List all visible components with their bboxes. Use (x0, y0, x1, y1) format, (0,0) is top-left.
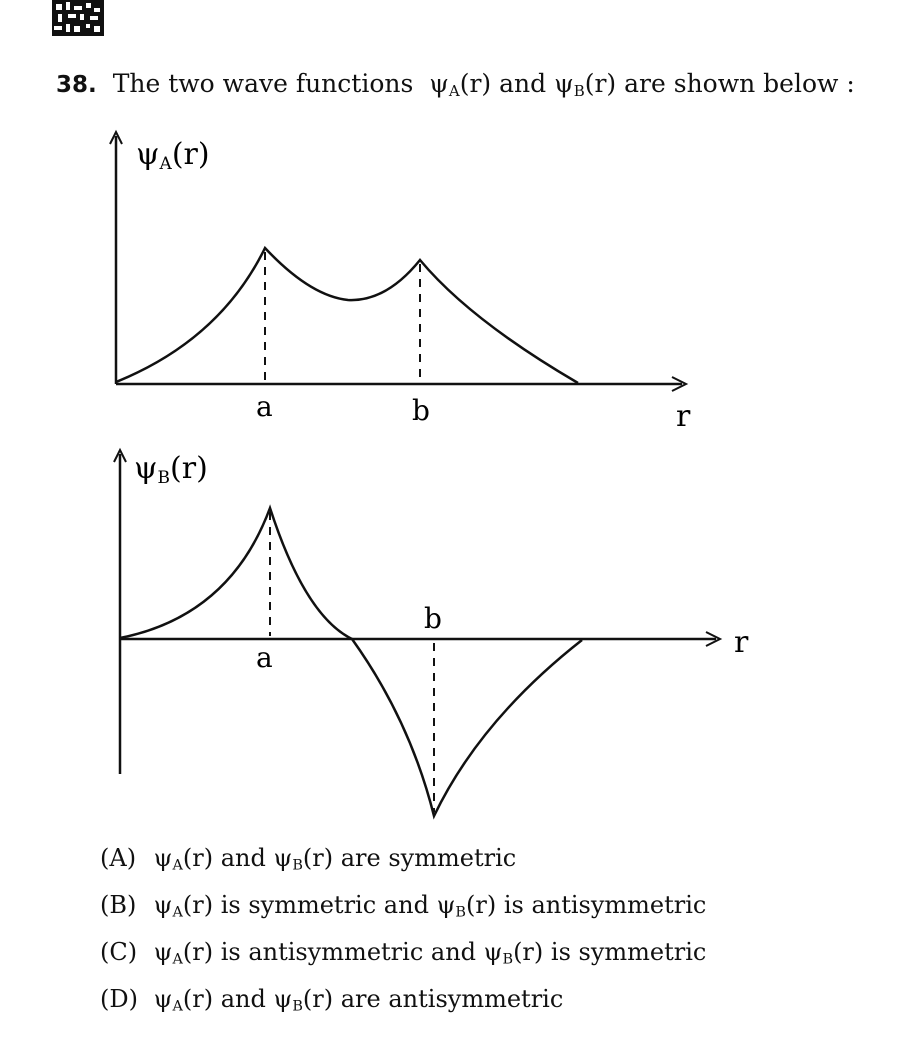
chart-a-ylabel-arg: (r) (171, 137, 210, 172)
psi-b-arg: (r) (584, 69, 617, 98)
option-b-psi-a: ψ (153, 891, 173, 919)
option-b-sub-a: A (172, 904, 183, 921)
option-d-mid: and (220, 985, 266, 1013)
psi-b-symbol: ψ (554, 69, 574, 98)
chart-b-ylabel-psi: ψ (134, 451, 158, 486)
option-a-arg-b: (r) (302, 844, 334, 872)
option-c-psi-a: ψ (153, 938, 173, 966)
chart-b-ylabel (134, 451, 208, 488)
option-d-arg-b: (r) (302, 985, 334, 1013)
option-b-arg-a: (r) (182, 891, 214, 919)
option-c-label: (C) (100, 938, 138, 966)
option-b-label: (B) (100, 891, 137, 919)
option-d-arg-a: (r) (182, 985, 214, 1013)
chart-b-ylabel-arg: (r) (170, 451, 208, 486)
question-text-after: are shown below : (624, 69, 855, 98)
chart-a-xlabel: r (676, 399, 691, 434)
chart-b-ylabel-sub: B (157, 468, 171, 488)
option-a-mid: and (220, 844, 266, 872)
option-a-sub-a: A (172, 857, 183, 874)
option-c-psi-b: ψ (483, 938, 503, 966)
option-c-mid: is antisymmetric and (220, 938, 477, 966)
chart-a-ylabel-psi: ψ (136, 137, 160, 172)
option-a-psi-a: ψ (153, 844, 173, 872)
option-a-end: are symmetric (340, 844, 517, 872)
option-d-end: are antisymmetric (340, 985, 564, 1013)
option-b[interactable] (100, 885, 880, 932)
chart-a-tick-a: a (256, 390, 273, 423)
question-stem (56, 66, 896, 109)
option-d-label: (D) (100, 985, 138, 1013)
option-c-arg-a: (r) (182, 938, 214, 966)
chart-a-ylabel-sub: A (159, 154, 172, 174)
option-c[interactable] (100, 932, 880, 979)
chart-psi-a (0, 120, 912, 444)
psi-b-subscript: B (573, 81, 585, 100)
psi-a-symbol: ψ (429, 69, 449, 98)
option-d-psi-b: ψ (273, 985, 293, 1013)
psi-a-arg: (r) (459, 69, 492, 98)
question-conj: and (499, 69, 547, 98)
option-d-sub-a: A (172, 998, 183, 1015)
option-b-sub-b: B (455, 904, 466, 921)
chart-a-tick-b: b (412, 394, 430, 427)
option-a-psi-b: ψ (273, 844, 293, 872)
option-c-sub-a: A (172, 951, 183, 968)
option-c-sub-b: B (502, 951, 514, 968)
chart-a-series-line (116, 248, 578, 383)
chart-psi-b (0, 440, 912, 834)
option-a-arg-a: (r) (182, 844, 214, 872)
option-d-sub-b: B (292, 998, 303, 1015)
answer-options (100, 838, 880, 1026)
chart-b-tick-b: b (424, 602, 442, 635)
option-a-sub-b: B (292, 857, 303, 874)
option-b-mid: is symmetric and (220, 891, 429, 919)
option-b-end: is antisymmetric (503, 891, 707, 919)
option-d[interactable] (100, 979, 880, 1026)
chart-a-ylabel (136, 137, 210, 174)
option-a[interactable] (100, 838, 880, 885)
option-d-psi-a: ψ (153, 985, 173, 1013)
question-text-before: The two wave functions (112, 69, 414, 98)
chart-b-series-line (120, 508, 582, 816)
qr-code-icon (52, 0, 104, 36)
option-b-psi-b: ψ (436, 891, 456, 919)
chart-b-xlabel: r (734, 625, 749, 660)
option-a-label: (A) (100, 844, 137, 872)
option-c-end: is symmetric (550, 938, 707, 966)
psi-a-subscript: A (448, 81, 460, 100)
option-c-arg-b: (r) (513, 938, 544, 966)
chart-b-tick-a: a (256, 641, 273, 674)
question-number: 38. (56, 72, 97, 98)
chart-psi-a-svg (0, 120, 912, 440)
option-b-arg-b: (r) (465, 891, 497, 919)
chart-psi-b-svg (0, 440, 912, 830)
